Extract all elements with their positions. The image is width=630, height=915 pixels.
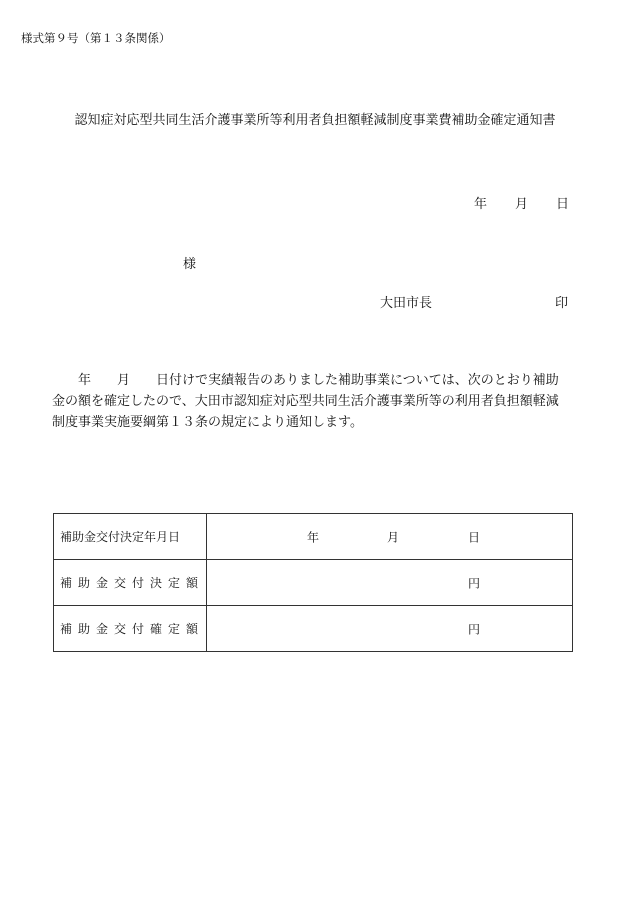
seal-mark: 印 [555, 296, 569, 311]
decision-amount-unit: 円 [468, 576, 481, 590]
date-day-label: 日 [556, 197, 570, 212]
form-number-label: 様式第９号（第１３条関係） [21, 31, 171, 45]
row-label-confirmed-amount: 補助金交付確定額 [54, 606, 207, 652]
decision-day-label: 日 [468, 530, 481, 544]
table-row [54, 560, 573, 606]
body-line-2: 金の額を確定したので、大田市認知症対応型共同生活介護事業所等の利用者負担額軽減 [52, 394, 559, 409]
recipient-honorific: 様 [183, 257, 197, 272]
issuer-name: 大田市長 [380, 296, 433, 311]
confirmed-amount-unit: 円 [468, 622, 481, 636]
document-title: 認知症対応型共同生活介護事業所等利用者負担額軽減制度事業費補助金確定通知書 [74, 113, 556, 128]
table-row [54, 606, 573, 652]
body-line-1: 年 月 日付けで実績報告のありました補助事業については、次のとおり補助 [78, 373, 559, 388]
table-row [54, 514, 573, 560]
row-label-decision-date: 補助金交付決定年月日 [54, 514, 207, 560]
subsidy-info-table [53, 513, 573, 652]
decision-year-label: 年 [307, 530, 320, 544]
decision-month-label: 月 [387, 530, 400, 544]
date-month-label: 月 [515, 197, 529, 212]
date-year-label: 年 [474, 197, 488, 212]
decision-date-value [207, 514, 573, 560]
confirmed-amount-value [207, 606, 573, 652]
row-label-decision-amount: 補助金交付決定額 [54, 560, 207, 606]
body-line-3: 制度事業実施要綱第１３条の規定により通知します。 [52, 415, 363, 430]
decision-amount-value [207, 560, 573, 606]
notice-body [52, 370, 582, 433]
